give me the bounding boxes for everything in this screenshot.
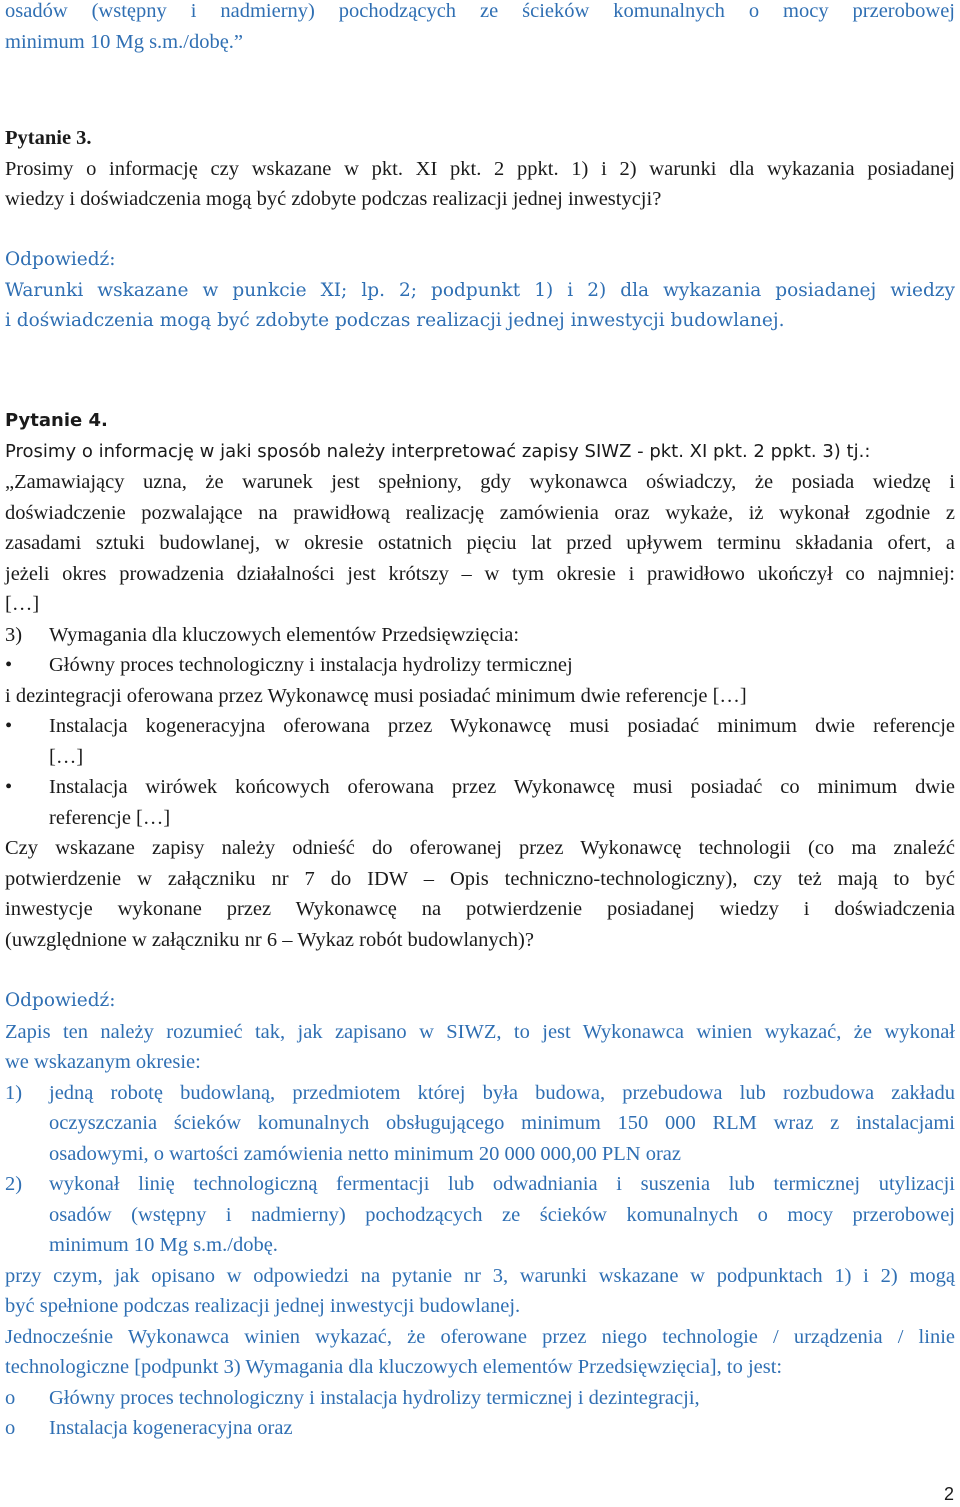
bullet-icon: • — [5, 776, 13, 798]
answer-4-after-line-2: być spełnione podczas realizacji jednej inwestycji budowlanej. — [5, 1295, 521, 1317]
circle-bullet-icon: o — [5, 1386, 16, 1409]
bullet-item-2 — [5, 711, 955, 772]
question-4-line-3: inwestycje wykonane przez Wykonawcę na potwierdzenie posiadanej wiedzy i doświadczenia — [5, 898, 955, 920]
a2-line-2: osadów (wstępny i nadmierny) pochodzących ze ścieków komunalnych o mocy przerobowej — [49, 1203, 955, 1226]
a1-line-1: jedną robotę budowlaną, przedmiotem której była budowa, przebudowa lub rozbudowa zakładu — [49, 1081, 955, 1104]
question-4-intro: Prosimy o informację w jaki sposób należy interpretować zapisy SIWZ - pkt. XI pkt. 2 ppkt. 3) tj.: — [5, 440, 871, 462]
item-text — [49, 1169, 955, 1261]
a1-line-3: osadowymi, o wartości zamówienia netto minimum 20 000 000,00 PLN oraz — [49, 1142, 681, 1165]
answer-4-also-line-1: Jednocześnie Wykonawca winien wykazać, że oferowane przez niego technologie / urządzenia / linie — [5, 1325, 955, 1348]
bullet-item-3 — [5, 772, 955, 833]
answer-4-intro-line-2: we wskazanym okresie: — [5, 1051, 201, 1073]
answer-4-intro-line-1: Zapis ten należy rozumieć tak, jak zapisano w SIWZ, to jest Wykonawca winien wykazać, że wykonał — [5, 1020, 955, 1043]
question-4-line-4: (uwzględnione w załączniku nr 6 – Wykaz robót budowlanych)? — [5, 928, 534, 951]
requirement-item-3 — [5, 620, 955, 651]
answer-4 — [5, 986, 955, 1444]
item-text: Wymagania dla kluczowych elementów Przedsięwzięcia: — [49, 623, 520, 646]
question-3-line-2: wiedzy i doświadczenia mogą być zdobyte podczas realizacji jednej inwestycji? — [5, 188, 662, 210]
question-4-line-2: potwierdzenie w załączniku nr 7 do IDW – Opis techniczno-technologiczny), czy też mają to być — [5, 867, 955, 890]
quote-ellipsis: […] — [5, 593, 40, 615]
bullet-2-line-1: Instalacja kogeneracyjna oferowana przez Wykonawcę musi posiadać minimum dwie referencje — [49, 715, 955, 737]
bullet-icon: • — [5, 654, 13, 676]
circle-item-text: Główny proces technologiczny i instalacja hydrolizy termicznej i dezintegracji, — [49, 1386, 700, 1409]
bullet-icon: • — [5, 715, 13, 737]
item-number: 2) — [5, 1173, 23, 1195]
circle-item-1 — [5, 1383, 955, 1414]
bullet-item-1 — [5, 650, 955, 681]
question-3-line-1: Prosimy o informację czy wskazane w pkt. XI pkt. 2 ppkt. 1) i 2) warunki dla wykazania posiadanej — [5, 157, 955, 180]
item-number: 1) — [5, 1081, 23, 1104]
question-4 — [5, 406, 955, 955]
quote-line-1: „Zamawiający uzna, że warunek jest spełniony, gdy wykonawca oświadczy, że posiada wiedzę i — [5, 471, 955, 493]
answer-3-line-1: Warunki wskazane w punkcie XI; lp. 2; podpunkt 1) i 2) dla wykazania posiadanej wiedzy — [5, 279, 955, 301]
item-text — [49, 1078, 955, 1170]
answer-4-after-line-1: przy czym, jak opisano w odpowiedzi na pytanie nr 3, warunki wskazane w podpunktach 1) i 2) mogą — [5, 1264, 955, 1287]
answer-3 — [5, 245, 955, 337]
circle-item-text: Instalacja kogeneracyjna oraz — [49, 1417, 293, 1439]
answer-4-label: Odpowiedź: — [5, 990, 116, 1011]
page-number: 2 — [943, 1484, 954, 1504]
answer-item-2 — [5, 1169, 955, 1261]
quote-line-2: doświadczenie pozwalające na prawidłową realizację zamówienia oraz wykaże, iż wykonał zgodnie z — [5, 501, 955, 524]
bullet-item-1-continuation: i dezintegracji oferowana przez Wykonawcę musi posiadać minimum dwie referencje […] — [5, 684, 747, 707]
bullet-text — [49, 711, 955, 772]
top-fragment — [5, 0, 955, 57]
question-3-heading: Pytanie 3. — [5, 127, 92, 149]
top-fragment-line-1: osadów (wstępny i nadmierny) pochodzących ze ścieków komunalnych o mocy przerobowej — [5, 0, 955, 22]
question-3 — [5, 123, 955, 215]
question-4-line-1: Czy wskazane zapisy należy odnieść do oferowanej przez Wykonawcę technologii (co ma znaleźć — [5, 837, 955, 859]
a2-line-1: wykonał linię technologiczną fermentacji lub odwadniania i suszenia lub termicznej utylizacji — [49, 1173, 955, 1195]
quote-line-4: jeżeli okres prowadzenia działalności jest krótszy – w tym okresie i prawidłowo ukończył co najmniej: — [5, 562, 955, 585]
bullet-3-line-1: Instalacja wirówek końcowych oferowana przez Wykonawcę musi posiadać co minimum dwie — [49, 776, 955, 798]
a2-line-3: minimum 10 Mg s.m./dobę. — [49, 1234, 278, 1256]
bullet-text — [49, 772, 955, 833]
circle-bullet-icon: o — [5, 1417, 16, 1439]
question-4-heading: Pytanie 4. — [5, 410, 108, 431]
answer-3-line-2: i doświadczenia mogą być zdobyte podczas realizacji jednej inwestycji budowlanej. — [5, 310, 785, 331]
a1-line-2: oczyszczania ścieków komunalnych obsługującego minimum 150 000 RLM wraz z instalacjami — [49, 1112, 955, 1134]
bullet-2-line-2: […] — [49, 745, 84, 768]
top-fragment-line-2: minimum 10 Mg s.m./dobę.” — [5, 30, 244, 53]
bullet-3-line-2: referencje […] — [49, 806, 171, 829]
quote-line-3: zasadami sztuki budowlanej, w okresie ostatnich pięciu lat przed upływem terminu składania ofert, a — [5, 532, 955, 554]
answer-item-1 — [5, 1078, 955, 1170]
bullet-text: Główny proces technologiczny i instalacja hydrolizy termicznej — [49, 654, 573, 676]
circle-item-2 — [5, 1413, 955, 1444]
answer-3-label: Odpowiedź: — [5, 249, 116, 270]
answer-4-also-line-2: technologiczne [podpunkt 3) Wymagania dla kluczowych elementów Przedsięwzięcia], to jest: — [5, 1356, 783, 1378]
item-number: 3) — [5, 623, 23, 646]
